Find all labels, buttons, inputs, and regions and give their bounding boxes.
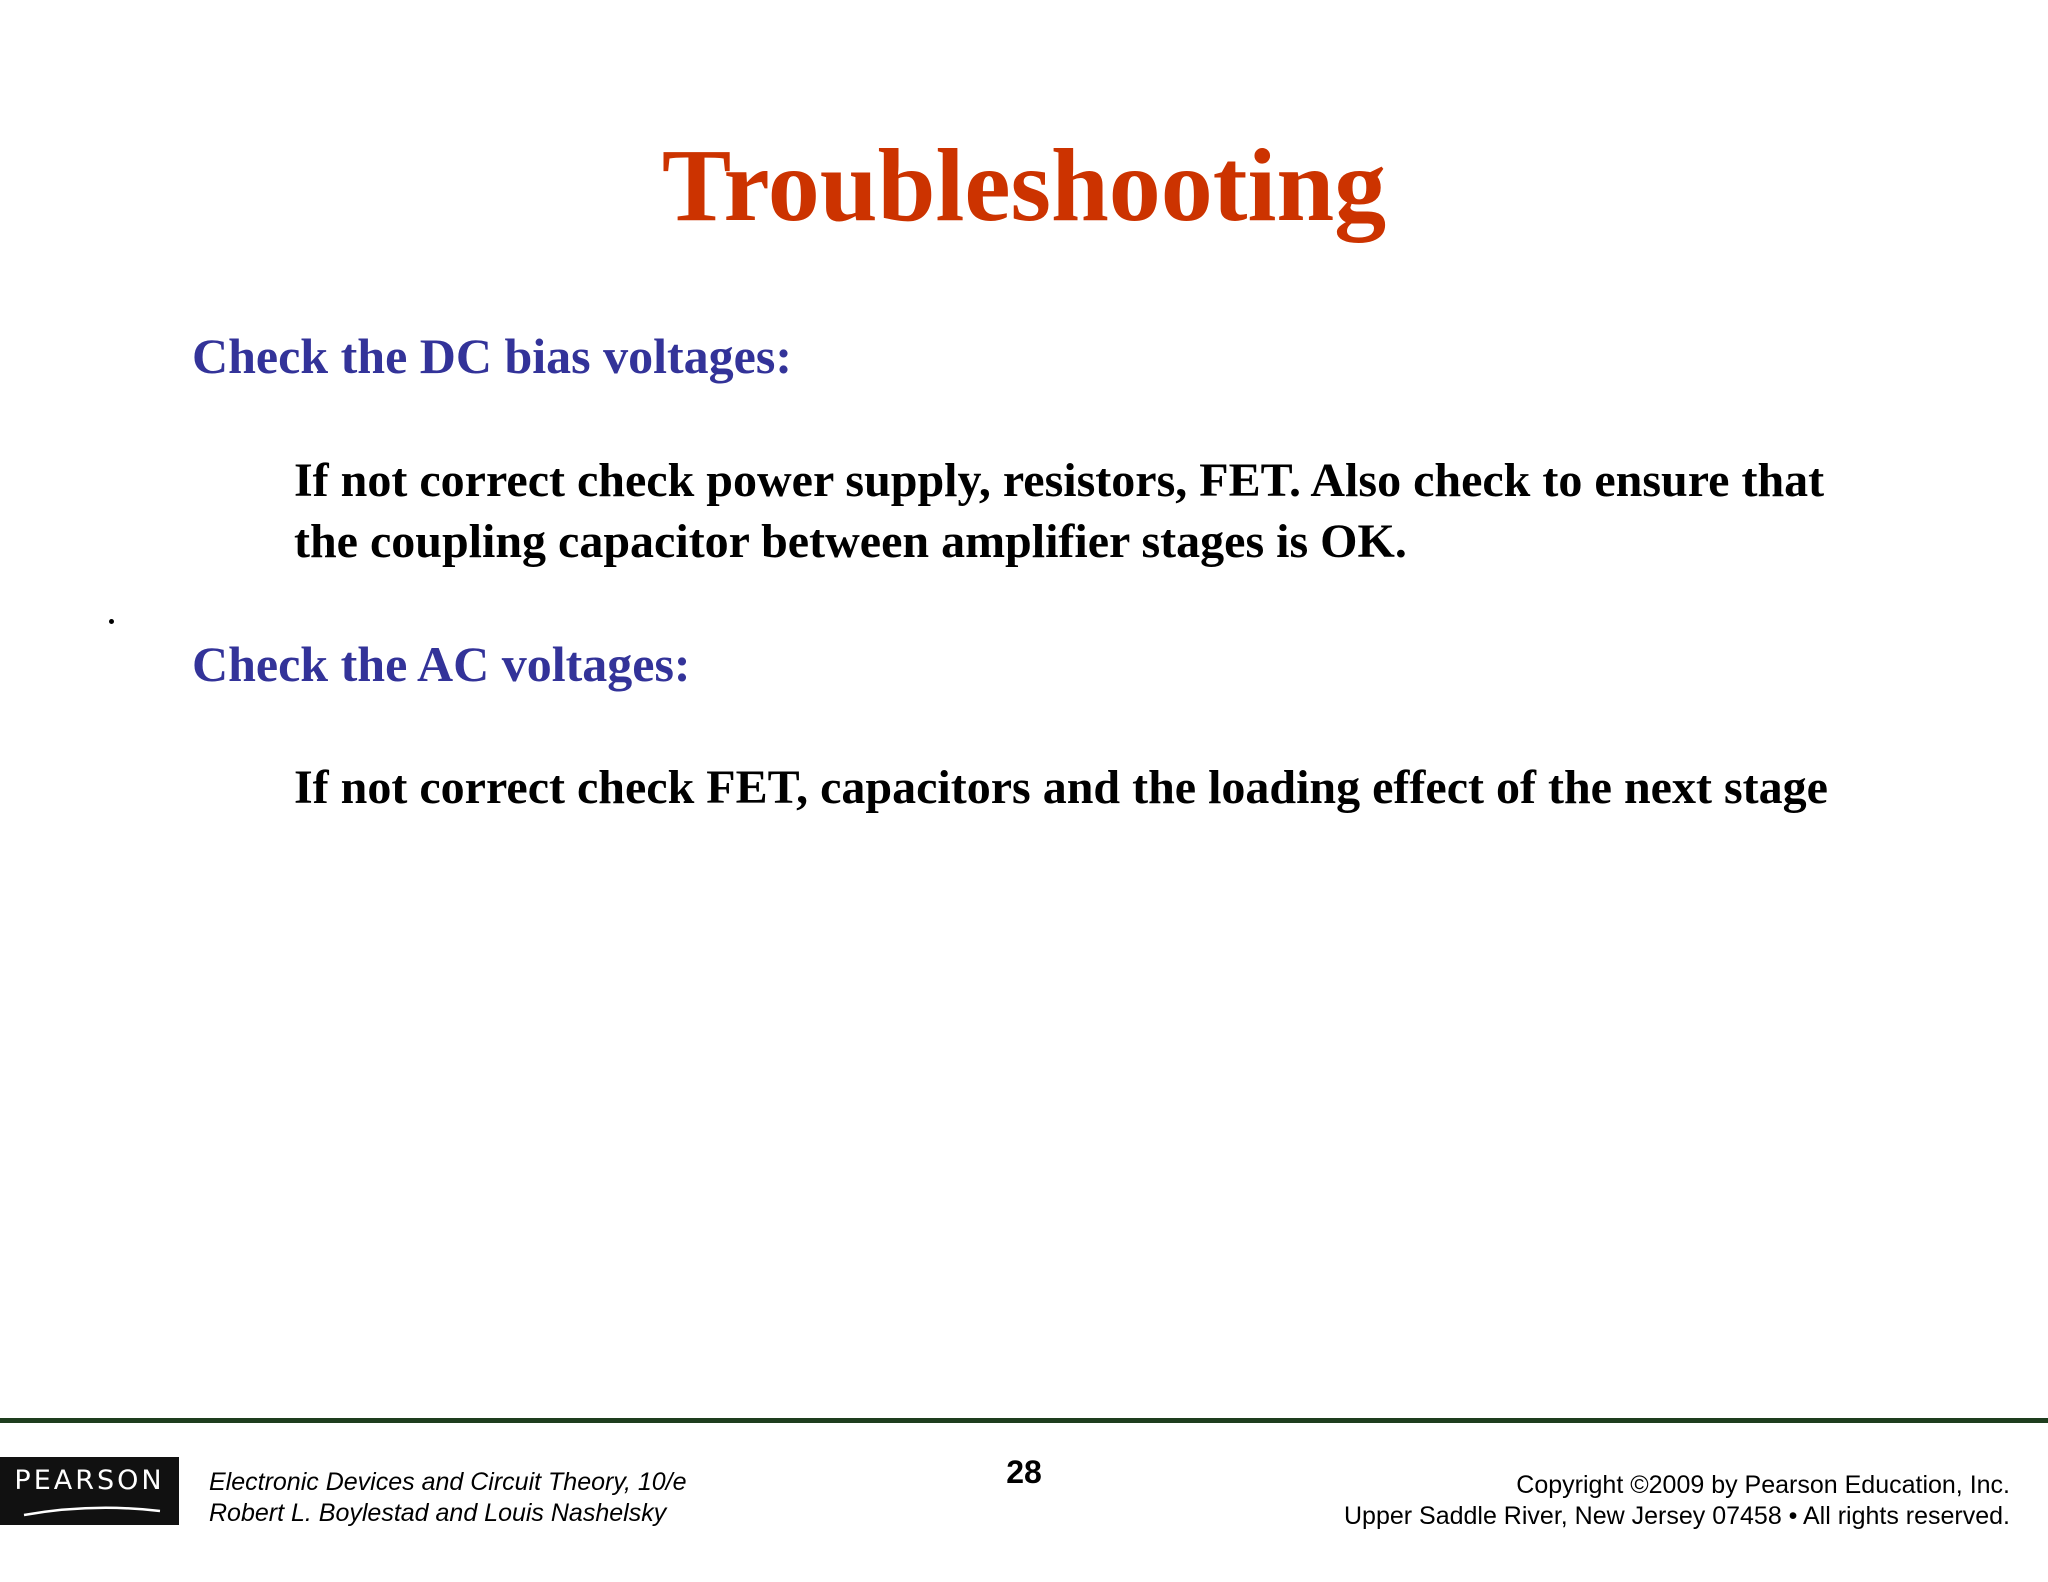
footer-divider <box>0 1418 2048 1423</box>
book-title: Electronic Devices and Circuit Theory, 10/e <box>209 1468 687 1496</box>
page-number: 28 <box>1006 1454 1042 1490</box>
stray-dot-mark <box>109 619 114 624</box>
section-body-ac-voltages: If not correct check FET, capacitors and the loading effect of the next stage <box>294 761 1828 814</box>
section-heading-ac-voltages: Check the AC voltages: <box>192 636 691 692</box>
swoosh-icon <box>22 1501 162 1519</box>
section-body-dc-bias: If not correct check power supply, resistors, FET. Also check to ensure that the coupling capacitor between amplifier stages is OK. <box>294 454 1825 568</box>
section-heading-dc-bias: Check the DC bias voltages: <box>192 328 792 384</box>
copyright-notice <box>1344 1470 2010 1532</box>
pearson-logo <box>0 1457 179 1525</box>
book-authors: Robert L. Boylestad and Louis Nashelsky <box>209 1499 667 1527</box>
slide-title: Troubleshooting <box>661 128 1387 243</box>
book-info <box>209 1467 687 1529</box>
copyright-line-2: Upper Saddle River, New Jersey 07458 • All rights reserved. <box>1343 1502 2010 1530</box>
pearson-logo-text: PEARSON <box>14 1465 165 1496</box>
copyright-line-1: Copyright ©2009 by Pearson Education, Inc. <box>1516 1471 2010 1499</box>
